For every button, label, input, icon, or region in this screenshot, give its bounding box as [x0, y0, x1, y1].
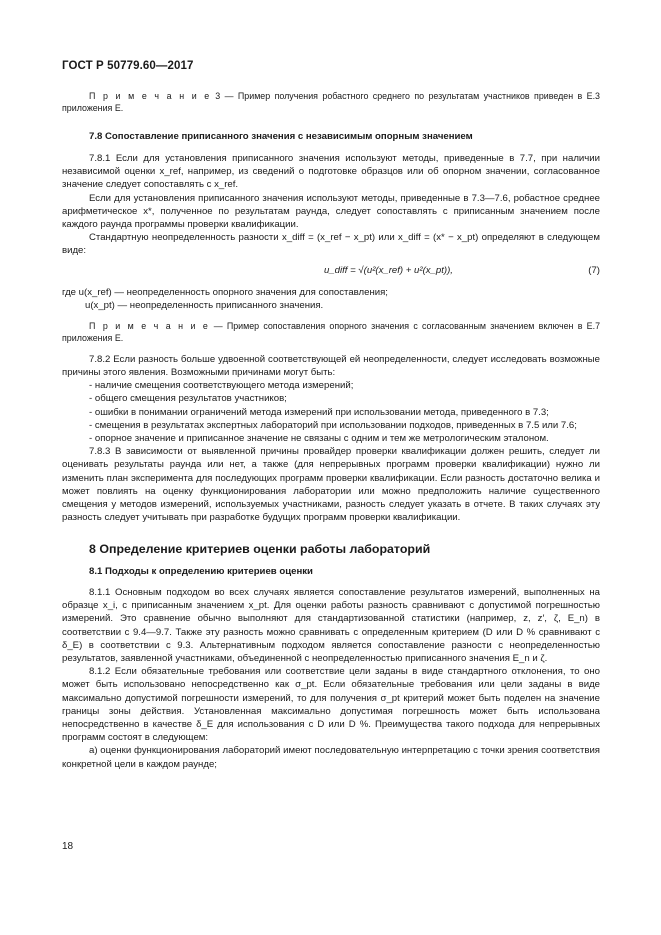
- cause-item: - общего смещения результатов участников;: [89, 393, 287, 405]
- note-3: [62, 90, 600, 115]
- para-7-8-1-b: Если для установления приписанного значения используют методы, приведенные в 7.3—7.6, робастное среднее арифметическое x*, полученное по результатам раунда, следует сопоставлять с приписанным значением после каждого раунда программы проверки квалификации.: [62, 192, 600, 231]
- standard-header: ГОСТ Р 50779.60—2017: [62, 60, 194, 72]
- cause-item: - опорное значение и приписанное значение не связаны с одним и тем же метрологическим эталоном.: [89, 433, 549, 445]
- where-line-1: где u(x_ref) — неопределенность опорного значения для сопоставления;: [62, 286, 388, 298]
- note-label: П р и м е ч а н и е: [89, 91, 211, 101]
- where-line-2: u(x_pt) — неопределенность приписанного значения.: [85, 299, 324, 311]
- formula-number: (7): [588, 264, 600, 276]
- para-8-1-1: 8.1.1 Основным подходом во всех случаях является сопоставление результатов измерений, выполненных на образце x_i, с приписанным значением x_pt. Для оценки работы разность сравнивают с допустимой погрешностью измерений. Это сравнение обычно выполняют для стандартизованной статистики (например, z, z′, ζ, E_n) в соответствии с 9.4—9.7. Также эту разность можно сравнивать с определенным критерием (D или D % сравнивают с δ_E) в соответствии с 9.3. Альтернативным подходом является сопоставление разности с неопределенностью результатов, заявленной участниками, объединенной с неопределенностью приписанного значения E_n и ζ.: [62, 586, 600, 664]
- cause-item: - ошибки в понимании ограничений метода измерений при использовании метода, приведенного в 7.3;: [89, 406, 549, 418]
- section-8-1-heading: 8.1 Подходы к определению критериев оценки: [89, 565, 313, 577]
- cause-item: - смещения в результатах экспертных лабораторий при использовании подходов, приведенных в 7.5 или 7.6;: [89, 419, 577, 431]
- note-label: П р и м е ч а н и е: [89, 321, 210, 332]
- note-text: — Пример сопоставления опорного значения с согласованным значением включен в Е.7 приложения Е.: [62, 321, 600, 344]
- section-7-8-heading: 7.8 Сопоставление приписанного значения с независимым опорным значением: [89, 130, 473, 142]
- note-text: 3 — Пример получения робастного среднего по результатам участников приведен в Е.3 приложения Е.: [62, 91, 600, 114]
- list-item-a: а) оценки функционирования лабораторий имеют последовательную интерпретацию с точки зрения соответствия конкретной цели в каждом раунде;: [62, 745, 600, 770]
- formula-7: [62, 258, 600, 286]
- para-7-8-3: 7.8.3 В зависимости от выявленной причины провайдер проверки квалификации должен решить, следует ли оценивать результаты раунда или нет, а также (для непрерывных программ проверки квалификации) нужно ли изменить план эксперимента для последующих программ проверки квалификации. Если разность достаточно велика и может повлиять на оценку функционирования лаборатории или можно предположить наличие существенного смещения у методов измерений, используемых участниками, разность следует указать в отчете. В таких случаях эту разность следует учитывать при разработке будущих программ проверки квалификации.: [62, 446, 600, 524]
- para-7-8-2: 7.8.2 Если разность больше удвоенной соответствующей ей неопределенности, следует исследовать возможные причины этого явления. Возможными причинами могут быть:: [62, 353, 600, 379]
- para-7-8-1-c: Стандартную неопределенность разности x_diff = (x_ref − x_pt) или x_diff = (x* − x_pt) определяют в следующем виде:: [62, 232, 600, 257]
- formula-expression: u_diff = √(u²(x_ref) + u²(x_pt)),: [324, 264, 453, 276]
- cause-item: - наличие смещения соответствующего метода измерений;: [89, 380, 354, 392]
- section-8-heading: 8 Определение критериев оценки работы лабораторий: [89, 541, 431, 556]
- para-8-1-2: 8.1.2 Если обязательные требования или соответствие цели заданы в виде стандартного отклонения, то оно может быть использовано непосредственно как σ_pt. Если обязательные требования или цели заданы в виде максимально допустимой погрешности измерений, то для получения σ_pt критерий может быть поделен на значение границы зоны действия. Установленная максимально допустимая погрешность может быть использована непосредственно в качестве δ_E для использования с D или D %. Преимущества такого подхода для непрерывных программ состоят в следующем:: [62, 666, 600, 744]
- note-7-8: [62, 320, 600, 345]
- page-number: 18: [62, 841, 74, 852]
- para-7-8-1: 7.8.1 Если для установления приписанного значения используют методы, приведенные в 7.7, при наличии независимой оценки x_ref, например, из сведений о подготовке образцов или об опорном значении, согласованное значение следует сопоставлять с x_ref.: [62, 153, 600, 191]
- page-content: [62, 90, 600, 771]
